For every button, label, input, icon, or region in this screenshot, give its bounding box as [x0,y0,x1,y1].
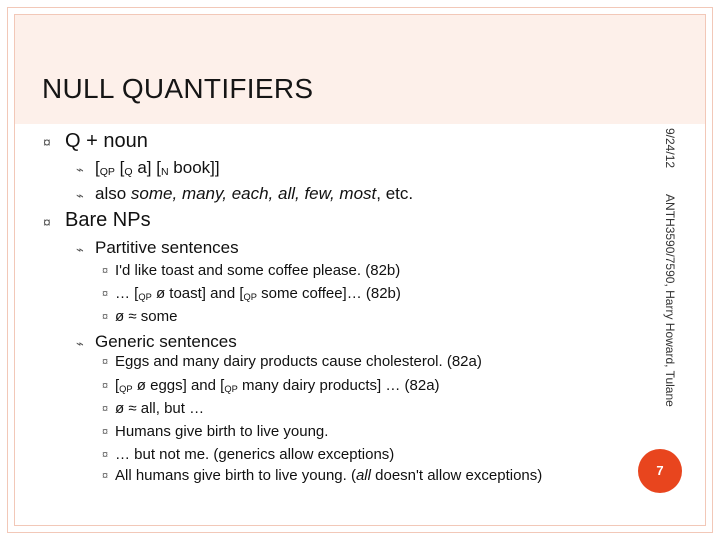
bullet-q-noun: Q + noun [65,130,148,152]
generic-example-6: All humans give birth to live young. (all doesn't allow exceptions) [115,467,543,484]
bullet-marker-icon: ¤ [102,403,109,415]
bullet-marker-icon: ¤ [43,214,51,230]
bullet-partitive: Partitive sentences [95,238,239,257]
sidebar-date: 9/24/12 [663,128,677,169]
partitive-example-3: ø ≈ some [115,308,178,325]
bullet-marker-icon: ¤ [102,470,109,482]
bullet-marker-icon: ⌁ [76,162,84,177]
generic-example-3: ø ≈ all, but … [115,400,205,417]
bullet-marker-icon: ¤ [102,265,109,277]
title-band [15,15,705,124]
page-number-badge: 7 [638,449,682,493]
slide-title: NULL QUANTIFIERS [42,73,314,104]
bullet-marker-icon: ¤ [102,311,109,323]
bullet-qp-structure: [$_{QP}$ [$_Q$ a] [$_N$ book]] [95,158,220,178]
bullet-marker-icon: ¤ [102,380,109,392]
bullet-generic: Generic sentences [95,332,237,351]
bullet-marker-icon: ¤ [102,426,109,438]
partitive-example-2: … [$_{QP}$ ø toast] and [$_{QP}$ some coffee]… (82b) [115,285,401,302]
generic-example-2: [$_{QP}$ ø eggs] and [$_{QP}$ many dairy products] … (82a) [115,377,440,394]
bullet-bare-nps: Bare NPs [65,209,151,231]
generic-example-5: … but not me. (generics allow exceptions) [115,446,395,463]
partitive-example-1: I'd like toast and some coffee please. (82b) [115,262,401,279]
bullet-marker-icon: ¤ [102,288,109,300]
bullet-marker-icon: ¤ [102,356,109,368]
bullet-also: also some, many, each, all, few, most, etc. [95,184,414,203]
slide-sidebar [663,128,677,407]
generic-example-4: Humans give birth to live young. [115,423,329,440]
generic-example-1: Eggs and many dairy products cause cholesterol. (82a) [115,353,482,370]
bullet-marker-icon: ⌁ [76,242,84,257]
bullet-marker-icon: ⌁ [76,188,84,203]
bullet-marker-icon: ¤ [43,134,51,150]
sidebar-course: ANTH3590/7590, Harry Howard, Tulane [663,194,677,407]
bullet-marker-icon: ⌁ [76,336,84,351]
bullet-marker-icon: ¤ [102,449,109,461]
